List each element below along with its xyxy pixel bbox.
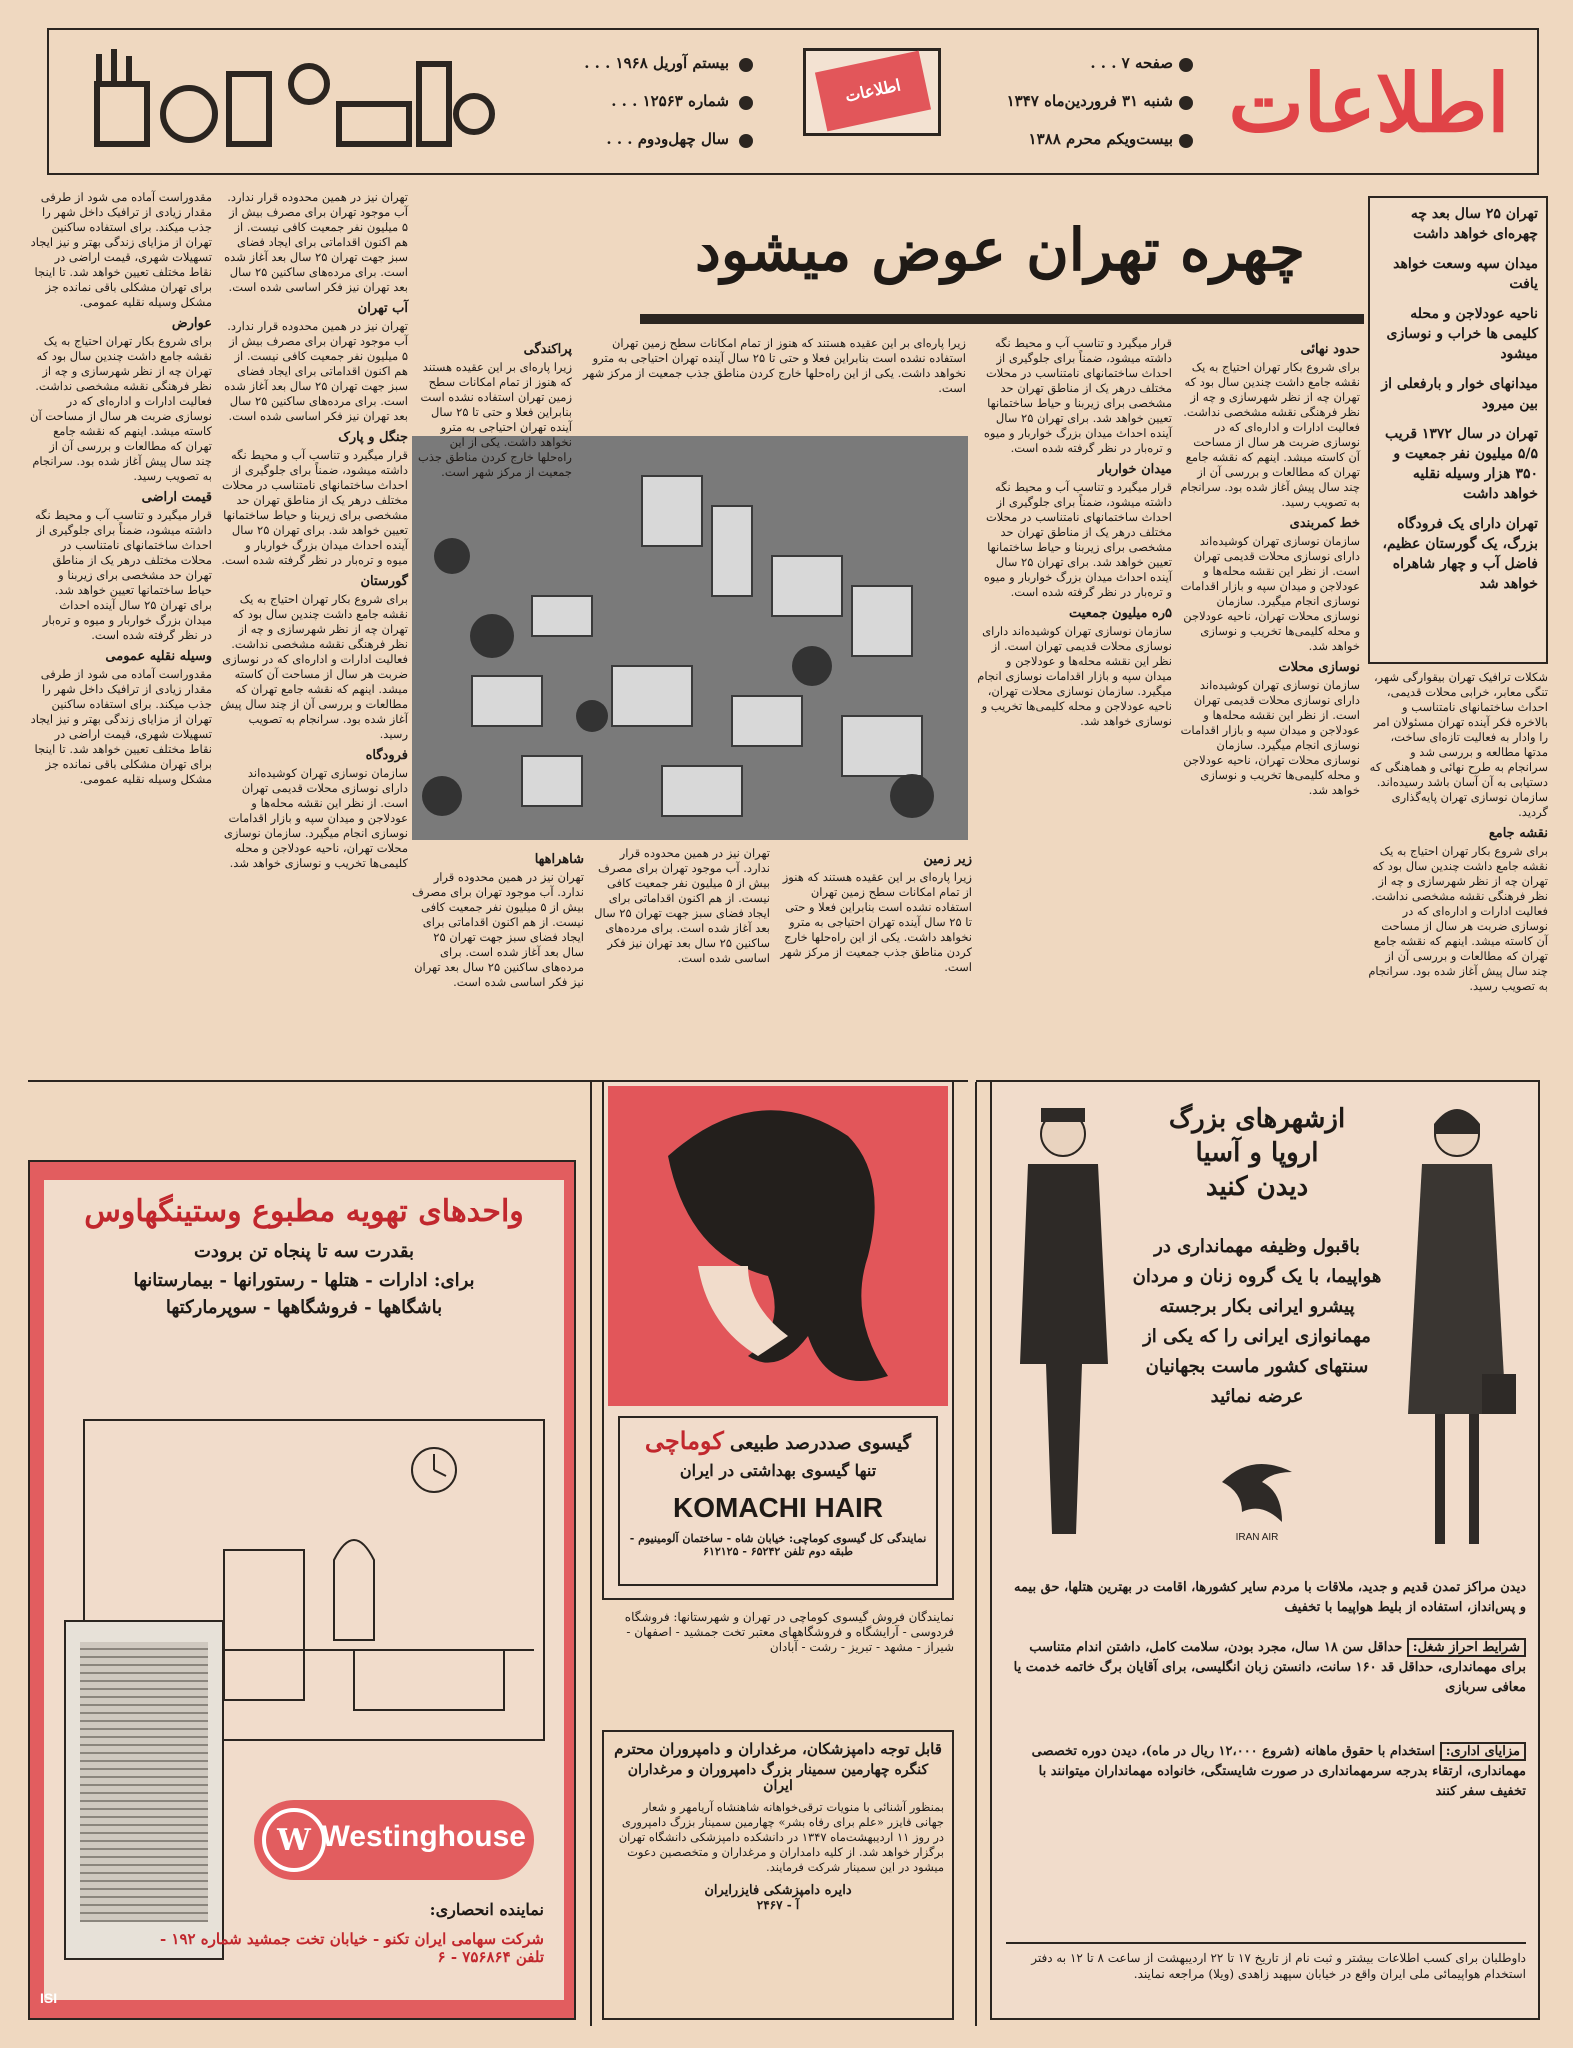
highlights-box xyxy=(1368,196,1548,664)
article-paragraph: برای شروع بکار تهران احتیاج به یک نقشه جامع داشت چندین سال بود که تهران چه از نظر شهرسازی و چه از نظر فرهنگی نقشه مشخصی نداشت. فعالیت ادارات و اداره‌ای که در نوسازی ضربت هر سال از مساحت آن کاسته میشد. اینهم که نقشه جامع تهران که مطالعات و بررسی آن از چند سال پیش آغاز شده بود. سرانجام به تصویب رسید. xyxy=(220,592,408,741)
highlight-item: ناحیه عودلاجن و محله کلیمی ها خراب و نوسازی میشود xyxy=(1386,306,1538,362)
subhead-changes: عوارض xyxy=(171,316,212,331)
iranair-headline-3: دیدن کنید xyxy=(1205,1172,1309,1202)
highlight-item: میدان سپه وسعت خواهد یافت xyxy=(1393,256,1538,292)
iranair-headline-2: اروپا و آسیا xyxy=(1195,1138,1319,1168)
ac-unit xyxy=(64,1620,224,1960)
iranair-body: باقبول وظیفه مهمانداری در هواپیما، با یک گروه زنان و مردان پیشرو ایرانی بکار برجسته مهمانوازی ایرانی را که یکی از سنتهای کشور ماست بجهانیان عرضه نمائید xyxy=(1132,1236,1382,1407)
article-paragraph: قرار میگیرد و تناسب آب و محیط نگه داشته میشود، ضمناً برای جلوگیری از احداث ساختمانهای نامتناسب در محلات مختلف درهر یک از مناطق تهران حد مشخصی برای زیربنا و حیاط ساختمانها تعیین خواهد شد. برای تهران ۲۵ سال آینده احداث میدان بزرگ خواربار و میوه و تره‌بار در نظر گرفته شده است. xyxy=(221,448,408,567)
subhead-land-price: قیمت اراضی xyxy=(141,490,212,505)
article-intro: شکلات ترافیک تهران بیقوارگی شهر، تنگی معابر، خرابی محلات قدیمی، احداث ساختمانهای نامتناسب و بالاخره فکر آینده تهران مسئولان امر را وادار به فعالیت تازه‌ای ساخت، مدتها مطالعه و بررسی شد و سرانجام به طرح نهائی و هماهنگی که دستیابی به آن آسان باشد رسیده‌اند. سازمان نوسازی تهران پایه‌گذاری گردید. xyxy=(1369,670,1548,819)
column-rule xyxy=(590,1082,592,2026)
stewardess-illustration xyxy=(1392,1094,1522,1554)
iranair-headline-1: ازشهرهای بزرگ xyxy=(1168,1104,1346,1134)
article-column-right xyxy=(1368,670,1548,1080)
westinghouse-capacity: بقدرت سه تا پنجاه تن برودت xyxy=(193,1241,415,1262)
article-column-3 xyxy=(976,336,1172,1076)
notice-signature: دایره دامپزشکی فایزرایران xyxy=(704,1883,852,1898)
westinghouse-panel xyxy=(44,1180,564,2000)
notice-body: بمنظور آشنائی با منویات ترقی‌خواهانه شاهنشاه آریامهر و شعار جهانی فایزر «علم برای رفاه بشر» چهارمین سمینار بزرگ دامپروری در روز ۱۱ اردیبهشت‌ماه ۱۳۴۷ در دانشکده دامپزشکی دانشگاه تهران برگزار خواهد شد. از کلیه دامداران و مرغداران و متخصصین دعوت میشود در این سمینار شرکت فرمایند. xyxy=(618,1800,944,1874)
issue-number: شماره ۱۲۵۶۳ . . . xyxy=(611,92,729,110)
article-paragraph: قرار میگیرد و تناسب آب و محیط نگه داشته میشود، ضمناً برای جلوگیری از احداث ساختمانهای نامتناسب در محلات مختلف درهر یک از مناطق تهران حد مشخصی برای زیربنا و حیاط ساختمانها تعیین خواهد شد. برای تهران ۲۵ سال آینده احداث میدان بزرگ خواربار و میوه و تره‌بار در نظر گرفته شده است. xyxy=(983,336,1172,455)
benefits-label: مزایای اداری: xyxy=(1440,1742,1526,1761)
article-column-7 xyxy=(590,846,770,1076)
highlight-item: تهران در سال ۱۳۷۲ قریب ۵/۵ میلیون نفر جمعیت و ۳۵۰ هزار وسیله نقلیه خواهد داشت xyxy=(1384,426,1538,502)
westinghouse-title: واحدهای تهویه مطبوع وستینگهاوس xyxy=(84,1194,524,1229)
article-paragraph: زیرا پاره‌ای بر این عقیده هستند که هنوز از تمام امکانات سطح زمین تهران استفاده نشده است بنابراین فعلا و حتی تا ۲۵ سال آینده تهران احتیاجی به مترو نخواهد داشت. یکی از این راه‌حلها خارج کردن مناطق جذب جمعیت از مرکز شهر است. xyxy=(780,870,972,974)
skyline-illustration xyxy=(89,44,497,156)
iranair-requirements xyxy=(1006,1638,1526,1698)
komachi-copy xyxy=(618,1416,938,1586)
article-paragraph: قرار میگیرد و تناسب آب و محیط نگه داشته میشود، ضمناً برای جلوگیری از احداث ساختمانهای نامتناسب در محلات مختلف درهر یک از مناطق تهران حد مشخصی برای زیربنا و حیاط ساختمانها تعیین خواهد شد. برای تهران ۲۵ سال آینده احداث میدان بزرگ خواربار و میوه و تره‌بار در نظر گرفته شده است. xyxy=(34,508,212,642)
bullet-column-left xyxy=(739,52,755,162)
komachi-dealers: نمایندگان فروش گیسوی کوماچی در تهران و شهرستانها: فروشگاه فردوسی - آرایشگاه و فروشگاههای معتبر تخت جمشید - اصفهان - شیراز - مشهد - تبریز - رشت - آبادان xyxy=(624,1610,954,1654)
komachi-brand-en: KOMACHI HAIR xyxy=(673,1492,883,1523)
notice-subtitle: کنگره چهارمین سمینار بزرگ دامپروران و مرغداران ایران xyxy=(627,1762,929,1794)
stamp xyxy=(815,51,931,132)
westinghouse-agent-label: نماینده انحصاری: xyxy=(429,1900,544,1919)
isi-mark: ISI xyxy=(40,1990,58,2006)
westinghouse-brand: Westinghouse xyxy=(321,1820,526,1853)
highlight-item: تهران ۲۵ سال بعد چه چهره‌ای خواهد داشت xyxy=(1410,206,1538,242)
hijri-date: بیست‌ویکم محرم ۱۳۸۸ xyxy=(1028,130,1173,148)
newspaper-logo xyxy=(1209,48,1529,158)
column-rule xyxy=(975,1082,977,2026)
article-paragraph: تهران نیز در همین محدوده قرار ندارد. آب موجود تهران برای مصرف بیش از ۵ میلیون نفر جمعیت کافی نیست. از هم اکنون اقداماتی برای ایجاد فضای سبز جهت تهران ۲۵ سال بعد آغاز شده است. برای مرده‌های ساکنین ۲۵ سال بعد تهران نیز فکر اساسی شده است. xyxy=(224,190,408,294)
subhead-water: آب تهران xyxy=(357,301,408,316)
komachi-brand-fa: کوماچی xyxy=(644,1426,724,1455)
dates-block-right xyxy=(983,44,1173,164)
komachi-illustration xyxy=(608,1086,948,1406)
bullet-column-right xyxy=(1179,52,1195,162)
pfizer-notice xyxy=(602,1730,954,2020)
iranair-headline xyxy=(1132,1102,1382,1204)
article-column-8 xyxy=(412,846,584,1076)
iranair-lead: دیدن مراکز تمدن قدیم و جدید، ملاقات با مردم سایر کشورها، اقامت در بهترین هتلها، حق بیمه و پس‌انداز، استفاده از بلیط هواپیما با تخفیف xyxy=(1014,1580,1526,1615)
article-paragraph: سازمان نوسازی تهران کوشیده‌اند دارای نوسازی محلات قدیمی تهران است. از نظر این نقشه محله‌ها و عودلاجن و میدان سپه و بازار اقدامات نوسازی انجام میگیرد. سازمان نوسازی محلات تهران، ناحیه عودلاجن و محله کلیمی‌ها تخریب و نوسازی خواهد شد. xyxy=(977,624,1172,728)
notice-title: قابل توجه دامپزشکان، مرغداران و دامپروران محترم xyxy=(614,1740,942,1758)
headline-text: چهره تهران عوض میشود xyxy=(695,216,1305,284)
westinghouse-logo xyxy=(254,1800,534,1880)
headline xyxy=(640,200,1360,310)
article-column-9 xyxy=(220,190,408,1070)
subhead-highways: شاهراهها xyxy=(534,852,584,867)
masthead xyxy=(47,28,1539,175)
highlight-item: تهران دارای یک فرودگاه بزرگ، یک گورستان عظیم، فاضل آب و چهار شاهراه خواهد شد xyxy=(1382,516,1538,592)
article-paragraph: مقدوراست آماده می شود از طرفی مقدار زیادی از ترافیک داخل شهر را جذب میکند. برای استفاده ساکنین تهران از مزایای زندگی بهتر و نیز ایجاد تسهیلات شهری، قیمت اراضی در نقاط مختلف تعیین خواهد شد. تا اینجا برای تهران مشکلی باقی نمانده جز مشکل وسیله نقلیه عمومی. xyxy=(30,190,212,309)
subhead-master-plan: نقشه جامع xyxy=(1488,826,1548,841)
stamp-box xyxy=(803,48,941,136)
highlight-item: میدانهای خوار و بارفعلی از بین میرود xyxy=(1381,376,1538,412)
komachi-tagline: گیسوی صددرصد طبیعی xyxy=(730,1433,912,1454)
benefits-text: استخدام با حقوق ماهانه (شروع ۱۲،۰۰۰ ریال در ماه)، دیدن دوره تخصصی مهمانداری، ارتقاء بدرجه سرمهمانداری در صورت شایستگی، خانواده مهمانداران میتوانند با تخفیف سفر کنند xyxy=(1031,1744,1526,1799)
westinghouse-usage-2: باشگاهها - فروشگاهها - سوپرمارکتها xyxy=(165,1297,443,1318)
pilot-illustration xyxy=(1008,1094,1118,1554)
article-paragraph: سازمان نوسازی تهران کوشیده‌اند دارای نوسازی محلات قدیمی تهران است. از نظر این نقشه محله‌ها و عودلاجن و میدان سپه و بازار اقدامات نوسازی انجام میگیرد. سازمان نوسازی محلات تهران، ناحیه عودلاجن و محله کلیمی‌ها تخریب و نوسازی خواهد شد. xyxy=(1180,534,1360,653)
subhead-renewal: نوسازی محلات xyxy=(1278,660,1360,675)
subhead-transport: وسیله نقلیه عمومی xyxy=(105,649,212,664)
komachi-line-2: تنها گیسوی بهداشتی در ایران xyxy=(679,1461,877,1480)
article-column-2 xyxy=(1180,336,1360,1076)
requirements-text: حداقل سن ۱۸ سال، مجرد بودن، سلامت کامل، داشتن اندام متناسب برای مهمانداری، حداقل قد ۱۶۰ سانت، دانستن زبان انگلیسی، برای آقایان برگ خاتمه خدمت یا معافی سربازی xyxy=(1013,1640,1526,1695)
westinghouse-w-icon: W xyxy=(262,1808,326,1872)
article-paragraph: برای شروع بکار تهران احتیاج به یک نقشه جامع داشت چندین سال بود که تهران چه از نظر شهرسازی و چه از نظر فرهنگی نقشه مشخصی نداشت. فعالیت ادارات و اداره‌ای که در نوسازی ضربت هر سال از مساحت آن کاسته میشد. اینهم که نقشه جامع تهران که مطالعات و بررسی آن از چند سال پیش آغاز شده بود. سرانجام به تصویب رسید. xyxy=(1180,360,1360,509)
subhead-dispersion: پراکندگی xyxy=(523,342,572,357)
article-paragraph: برای شروع بکار تهران احتیاج به یک نقشه جامع داشت چندین سال بود که تهران چه از نظر شهرسازی و چه از نظر فرهنگی نقشه مشخصی نداشت. فعالیت ادارات و اداره‌ای که در نوسازی ضربت هر سال از مساحت آن کاسته میشد. اینهم که نقشه جامع تهران که مطالعات و بررسی آن از چند سال پیش آغاز شده بود. سرانجام به تصویب رسید. xyxy=(1368,844,1548,993)
requirements-label: شرایط احراز شغل: xyxy=(1407,1638,1526,1657)
homa-bird-icon xyxy=(1212,1442,1302,1532)
iranair-footer: داوطلبان برای کسب اطلاعات بیشتر و ثبت نام از تاریخ ۱۷ تا ۲۲ اردیبهشت از ساعت ۸ تا ۱۲ به دفتر استخدام هواپیمائی ملی ایران واقع در خیابان سپهبد زاهدی (ویلا) مراجعه نمایند. xyxy=(1006,1942,1526,1982)
article-paragraph: قرار میگیرد و تناسب آب و محیط نگه داشته میشود، ضمناً برای جلوگیری از احداث ساختمانهای نامتناسب در محلات مختلف درهر یک از مناطق تهران حد مشخصی برای زیربنا و حیاط ساختمانها تعیین خواهد شد. برای تهران ۲۵ سال آینده احداث میدان بزرگ خواربار و میوه و تره‌بار در نظر گرفته شده است. xyxy=(983,480,1172,599)
year-label: سال چهل‌ودوم . . . xyxy=(606,130,729,148)
article-paragraph: مقدوراست آماده می شود از طرفی مقدار زیادی از ترافیک داخل شهر را جذب میکند. برای استفاده ساکنین تهران از مزایای زندگی بهتر و نیز ایجاد تسهیلات شهری، قیمت اراضی در نقاط مختلف تعیین خواهد شد. تا اینجا برای تهران مشکلی باقی نمانده جز مشکل وسیله نقلیه عمومی. xyxy=(30,667,212,786)
komachi-line-1 xyxy=(628,1426,928,1455)
subhead-population: ۵ره میلیون جمعیت xyxy=(1068,606,1172,621)
city-aerial-photo xyxy=(412,436,968,840)
subhead-ring-road: خط کمربندی xyxy=(1289,516,1360,531)
article-column-4 xyxy=(576,336,966,432)
notice-code: آ - ۲۴۶۷ xyxy=(756,1898,800,1912)
westinghouse-company: شرکت سهامی ایران تکنو - خیابان تخت جمشید شماره ۱۹۲ - تلفن ۷۵۶۸۶۴ - ۶ xyxy=(159,1930,544,1966)
westinghouse-ad xyxy=(28,1160,576,2020)
logo-text: اطلاعات xyxy=(1228,56,1510,150)
iranair-ad xyxy=(990,1080,1540,2020)
subhead-airport: فرودگاه xyxy=(365,748,408,763)
westinghouse-usage-1: برای: ادارات - هتلها - رستورانها - بیمارستانها xyxy=(133,1270,475,1291)
iranair-logo xyxy=(1212,1442,1302,1543)
article-paragraph: تهران نیز در همین محدوده قرار ندارد. آب موجود تهران برای مصرف بیش از ۵ میلیون نفر جمعیت کافی نیست. از هم اکنون اقداماتی برای ایجاد فضای سبز جهت تهران ۲۵ سال بعد آغاز شده است. برای مرده‌های ساکنین ۲۵ سال بعد تهران نیز فکر اساسی شده است. xyxy=(594,846,770,965)
stamp-text: اطلاعات xyxy=(843,75,903,106)
subhead-parks: جنگل و پارک xyxy=(338,430,408,445)
gregorian-date: بیستم آوریل ۱۹۶۸ . . . xyxy=(584,54,729,72)
woman-portrait-illustration xyxy=(608,1086,948,1406)
iranair-benefits xyxy=(1006,1742,1526,1802)
article-paragraph: سازمان نوسازی تهران کوشیده‌اند دارای نوسازی محلات قدیمی تهران است. از نظر این نقشه محله‌ها و عودلاجن و میدان سپه و بازار اقدامات نوسازی انجام میگیرد. سازمان نوسازی محلات تهران، ناحیه عودلاجن و محله کلیمی‌ها تخریب و نوسازی خواهد شد. xyxy=(1180,678,1360,797)
iranair-logo-text: IRAN AIR xyxy=(1235,1532,1279,1543)
page-label: صفحه ۷ . . . xyxy=(1090,54,1173,72)
article-column-6 xyxy=(776,846,972,1076)
subhead-limits: حدود نهائی xyxy=(1300,342,1360,357)
article-paragraph: تهران نیز در همین محدوده قرار ندارد. آب موجود تهران برای مصرف بیش از ۵ میلیون نفر جمعیت کافی نیست. از هم اکنون اقداماتی برای ایجاد فضای سبز جهت تهران ۲۵ سال بعد آغاز شده است. برای مرده‌های ساکنین ۲۵ سال بعد تهران نیز فکر اساسی شده است. xyxy=(224,319,408,423)
article-column-10 xyxy=(30,190,212,1070)
headline-rule xyxy=(640,314,1364,324)
subhead-bazaar: میدان خواربار xyxy=(1098,462,1172,477)
article-column-5 xyxy=(412,336,572,479)
article-paragraph: تهران نیز در همین محدوده قرار ندارد. آب موجود تهران برای مصرف بیش از ۵ میلیون نفر جمعیت کافی نیست. از هم اکنون اقداماتی برای ایجاد فضای سبز جهت تهران ۲۵ سال بعد آغاز شده است. برای مرده‌های ساکنین ۲۵ سال بعد تهران نیز فکر اساسی شده است. xyxy=(412,870,584,989)
article-paragraph: برای شروع بکار تهران احتیاج به یک نقشه جامع داشت چندین سال بود که تهران چه از نظر شهرسازی و چه از نظر فرهنگی نقشه مشخصی نداشت. فعالیت ادارات و اداره‌ای که در نوسازی ضربت هر سال از مساحت آن کاسته میشد. اینهم که نقشه جامع تهران که مطالعات و بررسی آن از چند سال پیش آغاز شده بود. سرانجام به تصویب رسید. xyxy=(30,334,212,483)
article-paragraph: زیرا پاره‌ای بر این عقیده هستند که هنوز از تمام امکانات سطح زمین تهران استفاده نشده است بنابراین فعلا و حتی تا ۲۵ سال آینده تهران احتیاجی به مترو نخواهد داشت. یکی از این راه‌حلها خارج کردن مناطق جذب جمعیت از مرکز شهر است. xyxy=(418,360,572,479)
city-buildings-illustration xyxy=(412,436,968,840)
article-paragraph: زیرا پاره‌ای بر این عقیده هستند که هنوز از تمام امکانات سطح زمین تهران استفاده نشده است بنابراین فعلا و حتی تا ۲۵ سال آینده تهران احتیاجی به مترو نخواهد داشت. یکی از این راه‌حلها خارج کردن مناطق جذب جمعیت از مرکز شهر است. xyxy=(582,336,966,395)
subhead-metro: زیر زمین xyxy=(923,852,972,867)
komachi-address: نمایندگی کل گیسوی کوماچی: خیابان شاه - ساختمان آلومینیوم - طبقه دوم تلفن ۶۵۲۴۲ - ۶۱۲۱۲۵ xyxy=(629,1532,927,1558)
article-paragraph: سازمان نوسازی تهران کوشیده‌اند دارای نوسازی محلات قدیمی تهران است. از نظر این نقشه محله‌ها و عودلاجن و میدان سپه و بازار اقدامات نوسازی انجام میگیرد. سازمان نوسازی محلات تهران، ناحیه عودلاجن و محله کلیمی‌ها تخریب و نوسازی خواهد شد. xyxy=(223,766,408,870)
dates-block-left xyxy=(529,44,729,164)
komachi-ad xyxy=(602,1080,954,1600)
subhead-cemetery: گورستان xyxy=(360,574,408,589)
persian-date: شنبه ۳۱ فروردین‌ماه ۱۳۴۷ xyxy=(1006,92,1173,110)
